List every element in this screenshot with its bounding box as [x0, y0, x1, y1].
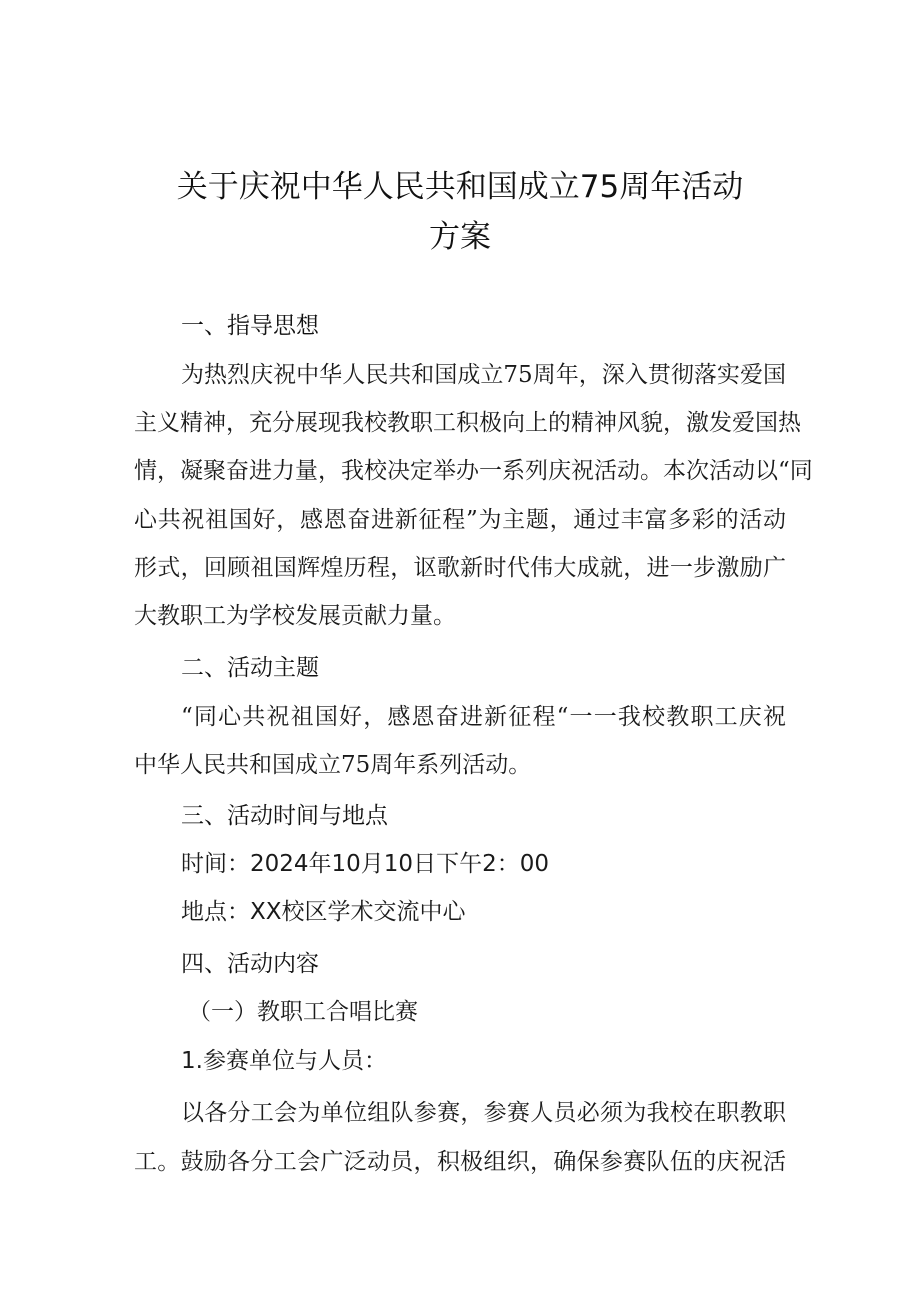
- section-2-heading: 二、活动主题: [181, 655, 319, 681]
- section-4-paragraph-line: 以各分工会为单位组队参赛，参赛人员必须为我校在职教职: [181, 1100, 786, 1126]
- subsection-1-heading: （一）教职工合唱比赛: [188, 999, 418, 1025]
- section-4-paragraph-line: 工。鼓励各分工会广泛动员，积极组织，确保参赛队伍的庆祝活: [134, 1149, 786, 1175]
- section-1-paragraph-line: 形式，回顾祖国辉煌历程，讴歌新时代伟大成就，进一步激励广: [134, 555, 786, 581]
- section-2-paragraph-line: “同心共祝祖国好，感恩奋进新征程“一一我校教职工庆祝: [181, 704, 786, 730]
- document-title-line-2: 方案: [429, 219, 491, 255]
- section-1-paragraph-line: 情，凝聚奋进力量，我校决定举办一系列庆祝活动。本次活动以“同: [134, 458, 813, 484]
- activity-place: 地点：XX校区学术交流中心: [181, 899, 466, 925]
- document-title-line-1: 关于庆祝中华人民共和国成立75周年活动: [176, 169, 744, 205]
- section-3-heading: 三、活动时间与地点: [181, 803, 388, 829]
- section-1-paragraph-line: 主义精神，充分展现我校教职工积极向上的精神风貌，激发爱国热: [134, 410, 801, 436]
- section-1-paragraph-line: 为热烈庆祝中华人民共和国成立75周年，深入贯彻落实爱国: [181, 362, 786, 388]
- section-1-paragraph-line: 大教职工为学校发展贡献力量。: [134, 603, 456, 629]
- item-1-heading: 1.参赛单位与人员：: [181, 1048, 387, 1074]
- activity-time: 时间：2024年10月10日下午2：00: [181, 851, 549, 877]
- section-2-paragraph-line: 中华人民共和国成立75周年系列活动。: [134, 752, 532, 778]
- section-1-heading: 一、指导思想: [181, 313, 319, 339]
- section-4-heading: 四、活动内容: [181, 951, 319, 977]
- section-1-paragraph-line: 心共祝祖国好，感恩奋进新征程”为主题，通过丰富多彩的活动: [134, 507, 786, 533]
